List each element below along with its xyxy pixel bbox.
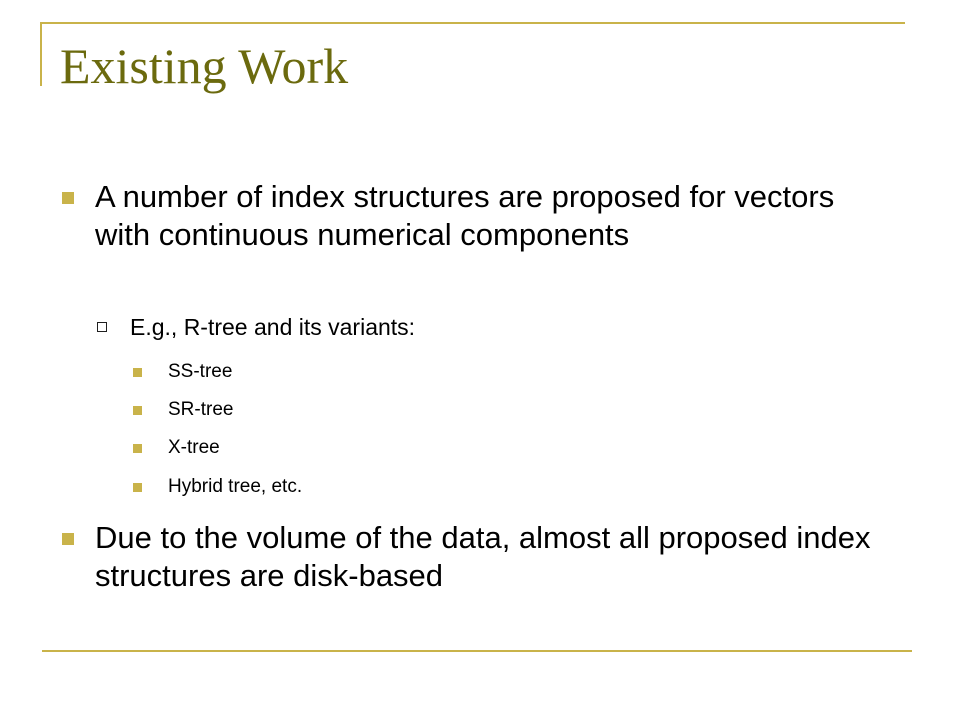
bullet-item-index-structures: A number of index structures are proposed for vectors with continuous numerical components bbox=[95, 179, 835, 252]
bullet-item-ss-tree: SS-tree bbox=[168, 361, 233, 382]
bullet-item-x-tree: X-tree bbox=[168, 437, 220, 458]
square-bullet-icon bbox=[133, 483, 142, 492]
hollow-square-bullet-icon bbox=[97, 322, 107, 332]
square-bullet-icon bbox=[62, 533, 74, 545]
bullet-item-disk-based: Due to the volume of the data, almost all proposed index structures are disk-based bbox=[95, 520, 871, 593]
bottom-rule bbox=[42, 650, 912, 652]
bullet-item-sr-tree: SR-tree bbox=[168, 399, 234, 420]
square-bullet-icon bbox=[133, 368, 142, 377]
slide-title: Existing Work bbox=[60, 38, 349, 94]
bullet-item-hybrid-tree: Hybrid tree, etc. bbox=[168, 476, 303, 497]
bullet-item-rtree-variants: E.g., R-tree and its variants: bbox=[130, 314, 416, 340]
square-bullet-icon bbox=[133, 406, 142, 415]
square-bullet-icon bbox=[62, 192, 74, 204]
square-bullet-icon bbox=[133, 444, 142, 453]
